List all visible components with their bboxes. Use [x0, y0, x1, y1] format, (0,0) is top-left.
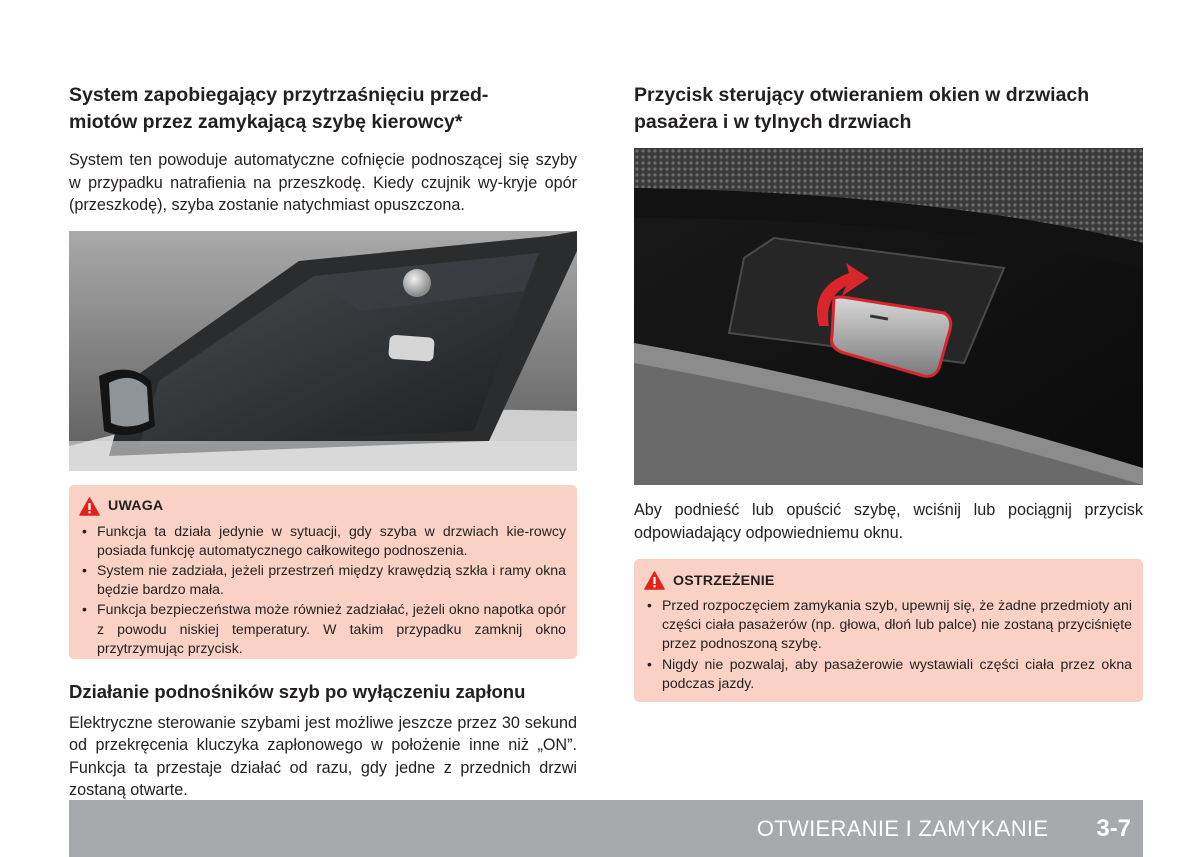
list-item: • Nigdy nie pozwalaj, aby pasażerowie wystawiali części ciała przez okna podczas jazdy.	[647, 655, 1132, 691]
warning-title: OSTRZEŻENIE	[673, 572, 775, 589]
switch-paragraph: Aby podnieść lub opuścić szybę, wciśnij lub pociągnij przycisk odpowiadający odpowiedniemu oknu.	[634, 501, 1143, 542]
section-heading-anti-pinch: System zapobiegający przytrzaśnięciu przed- miotów przez zamykającą szybę kierowcy*	[69, 84, 489, 133]
anti-pinch-paragraph: System ten powoduje automatyczne cofnięcie podnoszącej się szyby w przypadku natrafienia na przeszkodę. Kiedy czujnik wy-kryje opór (przeszkodę), szyba zostanie natychmiast opuszczona.	[69, 151, 577, 214]
warning-triangle-icon	[644, 571, 665, 590]
left-column	[69, 82, 577, 802]
caution-header	[79, 497, 566, 516]
page-number: 3-7	[1096, 814, 1131, 842]
list-item: • Funkcja ta działa jedynie w sytuacji, gdy szyba w drzwiach kie-rowcy posiada funkcję automatycznego całkowitego podnoszenia.	[82, 522, 566, 558]
footer-section-title: OTWIERANIE I ZAMYKANIE	[756, 815, 1049, 841]
list-item: • Przed rozpoczęciem zamykania szyb, upewnij się, że żadne przedmioty ani części ciała pasażerów (np. głowa, dłoń lub palce) nie zostaną przyciśnięte przez podnoszoną szybę.	[647, 597, 1133, 652]
caution-list	[79, 522, 566, 658]
warning-triangle-icon	[79, 497, 100, 516]
warning-box	[634, 559, 1143, 702]
section-heading-passenger-switch: Przycisk sterujący otwieraniem okien w drzwiach pasażera i w tylnych drzwiach	[634, 84, 1090, 133]
list-item: • Funkcja bezpieczeństwa może również zadziałać, jeżeli okno napotka opór z powodu niskiej temperatury. W takim przypadku zamknij okno przytrzymując przycisk.	[82, 601, 566, 656]
list-item: • System nie zadziała, jeżeli przestrzeń między krawędzią szkła i ramy okna będzie bardzo mała.	[82, 561, 566, 598]
window-switch-photo	[634, 148, 1143, 485]
after-ignition-paragraph: Elektryczne sterowanie szybami jest możliwe jeszcze przez 30 sekund od przekręcenia kluczyka zapłonowego w położenie inne niż „ON”. Funkcja ta przestaje działać od razu, gdy jedne z przednich drzwi zostaną otwarte.	[69, 713, 577, 799]
caution-box	[69, 485, 577, 659]
subheading-after-ignition: Działanie podnośników szyb po wyłączeniu zapłonu	[69, 680, 526, 702]
right-column	[634, 82, 1143, 702]
caution-title: UWAGA	[108, 498, 164, 514]
warning-list	[644, 596, 1132, 693]
page-footer	[69, 800, 1143, 857]
warning-header	[644, 571, 1132, 590]
car-window-photo	[69, 231, 577, 471]
